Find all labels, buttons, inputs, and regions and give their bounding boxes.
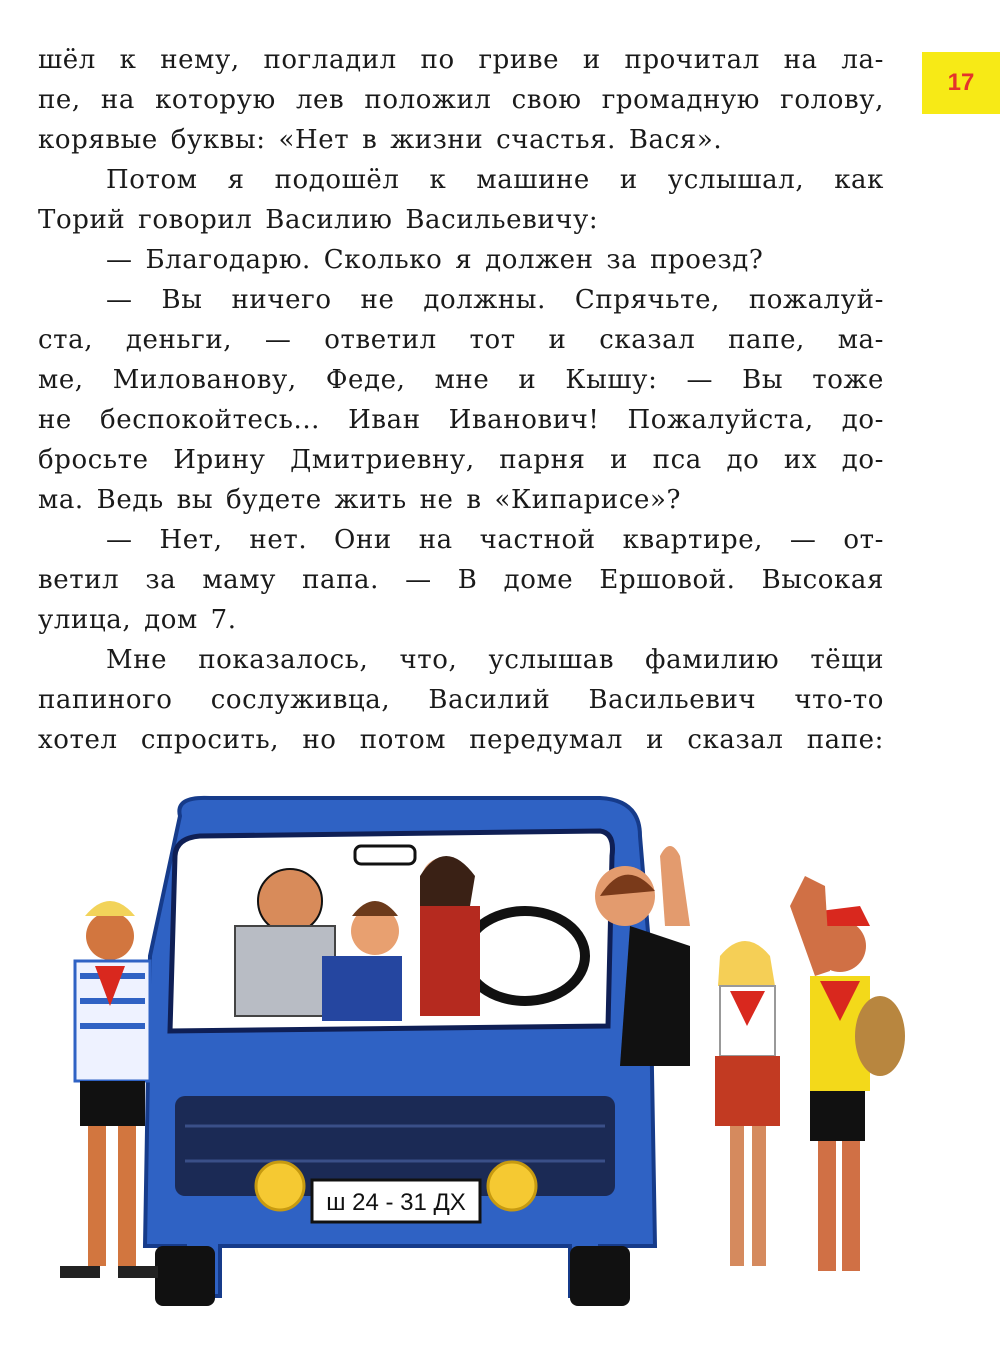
text-line: Торий говорил Василию Васильевичу: [38, 205, 599, 235]
boy-right [790, 876, 905, 1271]
wheel-right [570, 1246, 630, 1306]
text-line: улица, дом 7. [38, 605, 237, 635]
wheel-left [155, 1246, 215, 1306]
text-line: Потом я подошёл к машине и услышал, как [106, 165, 884, 195]
text-line: — Нет, нет. Они на частной квартире, — от- [106, 525, 884, 555]
text-line: корявые буквы: «Нет в жизни счастья. Вася». [38, 125, 723, 155]
body-text [38, 40, 884, 760]
text-line: шёл к нему, погладил по гриве и прочитал на ла- [38, 45, 884, 75]
text-line: пе, на которую лев положил свою громадную голову, [38, 85, 884, 115]
page-number: 17 [947, 69, 975, 96]
text-line: ме, Милованову, Феде, мне и Кышу: — Вы тоже [38, 365, 884, 395]
text-line: бросьте Ирину Дмитриевну, парня и пса до их до- [38, 445, 884, 475]
text-line: — Вы ничего не должны. Спрячьте, пожалуй- [106, 285, 884, 315]
page-number-tab [922, 52, 1000, 114]
text-line: хотел спросить, но потом передумал и сказал папе: [38, 725, 884, 755]
text-line: ма. Ведь вы будете жить не в «Кипарисе»? [38, 485, 682, 515]
girl [715, 941, 780, 1266]
text-line: не беспокойтесь... Иван Иванович! Пожалуйста, до- [38, 405, 884, 435]
mirror [355, 846, 415, 864]
headlight-left [256, 1162, 304, 1210]
license-plate-text: ш 24 - 31 ДХ [326, 1189, 466, 1216]
van [145, 798, 655, 1306]
text-line: Мне показалось, что, услышав фамилию тёщи [106, 645, 884, 675]
boy-left [60, 901, 158, 1278]
text-line: — Благодарю. Сколько я должен за проезд? [106, 245, 764, 275]
text-line: ветил за маму папа. — В доме Ершовой. Высокая [38, 565, 884, 595]
text-line: папиного сослуживца, Василий Васильевич что-то [38, 685, 884, 715]
van-illustration [0, 776, 1000, 1366]
headlight-right [488, 1162, 536, 1210]
text-line: ста, деньги, — ответил тот и сказал папе, ма- [38, 325, 884, 355]
